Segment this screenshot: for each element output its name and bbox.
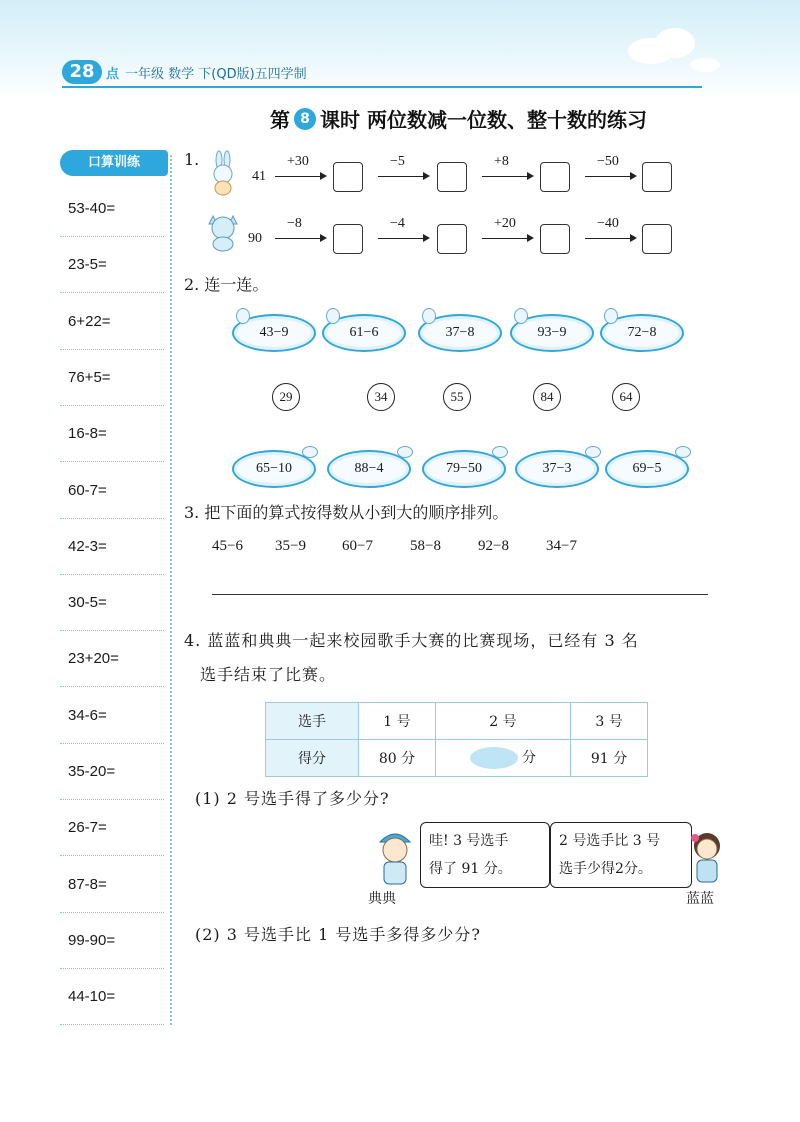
match-number[interactable]: 29 (272, 383, 300, 411)
rabbit-icon (236, 308, 250, 324)
operation-label: −40 (597, 216, 619, 231)
oral-divider-line (60, 461, 164, 462)
carrot-icon (585, 446, 601, 458)
expression-item: 60−7 (342, 538, 373, 554)
match-top-card[interactable]: 93−9 (510, 314, 594, 352)
name-lan-lan: 蓝蓝 (686, 891, 714, 907)
q1-row1-start: 41 (252, 169, 266, 184)
bubble-line: 哇! 3 号选手 (429, 833, 509, 849)
oral-divider-line (60, 630, 164, 631)
oral-item: 60-7= (68, 481, 107, 499)
lesson-number: 8 (294, 108, 316, 130)
name-dian-dian: 典典 (368, 891, 396, 907)
table-cell: 选手 (266, 703, 359, 740)
rabbit-icon (205, 150, 241, 196)
table-row (266, 703, 648, 740)
arrow-line (378, 176, 424, 177)
q4-line1: 4. 蓝蓝和典典一起来校园歌手大赛的比赛现场，已经有 3 名 (184, 631, 639, 650)
table-cell-ink-covered (435, 740, 570, 777)
oral-divider-line (60, 518, 164, 519)
oral-item: 16-8= (68, 425, 107, 443)
oral-divider-line (60, 236, 164, 237)
oral-divider-line (60, 855, 164, 856)
oral-divider-line (60, 349, 164, 350)
q3-answer-line[interactable] (212, 594, 708, 595)
operation-label: −5 (390, 154, 405, 169)
arrow-line (585, 238, 631, 239)
oral-item: 87-8= (68, 875, 107, 893)
arrow-line (275, 176, 321, 177)
oral-divider-line (60, 912, 164, 913)
operation-label: +8 (494, 154, 509, 169)
arrow-line (585, 176, 631, 177)
header-line (106, 63, 307, 82)
arrow-head-icon (527, 234, 534, 242)
operation-label: +20 (494, 216, 516, 231)
rabbit-icon (514, 308, 528, 324)
bubble-line: 得了 91 分。 (429, 861, 512, 877)
oral-item: 23-5= (68, 256, 107, 274)
rabbit-icon (604, 308, 618, 324)
carrot-icon (397, 446, 413, 458)
answer-box[interactable] (437, 162, 467, 192)
page-number: 28 (62, 60, 102, 84)
match-top-card[interactable]: 43−9 (232, 314, 316, 352)
match-number[interactable]: 84 (533, 383, 561, 411)
arrow-head-icon (423, 234, 430, 242)
arrow-head-icon (320, 234, 327, 242)
oral-divider-line (60, 686, 164, 687)
oral-practice-badge: 口算训练 (60, 150, 168, 176)
q4-sub2: (2) 3 号选手比 1 号选手多得多少分? (195, 925, 481, 944)
page-title (270, 104, 647, 133)
oral-divider-line (60, 1024, 164, 1025)
q4-sub1: (1) 2 号选手得了多少分? (195, 789, 390, 808)
match-number[interactable]: 64 (612, 383, 640, 411)
oral-item: 26-7= (68, 819, 107, 837)
arrow-line (275, 238, 321, 239)
oral-item: 76+5= (68, 368, 111, 386)
answer-box[interactable] (540, 162, 570, 192)
expression-item: 45−6 (212, 538, 243, 554)
cell-unit: 分 (521, 750, 536, 766)
rabbit-icon (422, 308, 436, 324)
arrow-line (482, 176, 528, 177)
match-top-card[interactable]: 37−8 (418, 314, 502, 352)
match-bottom-card[interactable]: 37−3 (515, 450, 599, 488)
boy-dian-dian-icon (372, 826, 418, 888)
speech-bubble-lan-lan (550, 822, 692, 888)
arrow-line (482, 238, 528, 239)
carrot-icon (492, 446, 508, 458)
q3-title: 3. 把下面的算式按得数从小到大的顺序排列。 (184, 503, 509, 522)
operation-label: −8 (287, 216, 302, 231)
title-prefix: 第 (270, 108, 290, 132)
answer-box[interactable] (540, 224, 570, 254)
oral-divider-line (60, 799, 164, 800)
answer-box[interactable] (642, 224, 672, 254)
match-bottom-card[interactable]: 65−10 (232, 450, 316, 488)
q1-row2-start: 90 (248, 231, 262, 246)
brand-logo: 点 (106, 67, 120, 82)
expression-item: 58−8 (410, 538, 441, 554)
title-suffix: 课时 两位数减一位数、整十数的练习 (320, 108, 647, 132)
match-top-card[interactable]: 72−8 (600, 314, 684, 352)
cloud-decoration (690, 58, 720, 72)
table-cell: 91 分 (571, 740, 648, 777)
rabbit-icon (326, 308, 340, 324)
arrow-head-icon (527, 172, 534, 180)
oral-divider-line (60, 292, 164, 293)
oral-item: 34-6= (68, 706, 107, 724)
operation-label: −4 (390, 216, 405, 231)
score-table (265, 702, 648, 777)
expression-item: 35−9 (275, 538, 306, 554)
header-band (0, 0, 800, 100)
operation-label: −50 (597, 154, 619, 169)
oral-item: 99-90= (68, 931, 116, 949)
oral-item: 23+20= (68, 650, 119, 668)
oral-divider-line (60, 743, 164, 744)
match-number[interactable]: 34 (367, 383, 395, 411)
carrot-icon (675, 446, 691, 458)
arrow-head-icon (630, 234, 637, 242)
match-number[interactable]: 55 (443, 383, 471, 411)
q2-title: 2. 连一连。 (184, 275, 269, 294)
ink-blot (470, 747, 518, 769)
table-row (266, 740, 648, 777)
bubble-line: 2 号选手比 3 号 (559, 833, 661, 849)
expression-item: 34−7 (546, 538, 577, 554)
expression-item: 92−8 (478, 538, 509, 554)
arrow-head-icon (423, 172, 430, 180)
table-cell: 1 号 (359, 703, 436, 740)
cat-icon (203, 210, 247, 252)
cloud-decoration (655, 28, 695, 58)
oral-item: 30-5= (68, 594, 107, 612)
header-rule (62, 86, 702, 88)
match-top-card[interactable]: 61−6 (322, 314, 406, 352)
table-cell: 80 分 (359, 740, 436, 777)
oral-item: 44-10= (68, 988, 116, 1006)
operation-label: +30 (287, 154, 309, 169)
arrow-line (378, 238, 424, 239)
oral-item: 42-3= (68, 537, 107, 555)
answer-box[interactable] (642, 162, 672, 192)
table-cell: 3 号 (571, 703, 648, 740)
table-cell: 得分 (266, 740, 359, 777)
answer-box[interactable] (333, 224, 363, 254)
course-info: 一年级 数学 下(QD版)五四学制 (125, 67, 307, 82)
table-cell: 2 号 (435, 703, 570, 740)
speech-bubble-dian-dian (420, 822, 550, 888)
oral-divider-line (60, 405, 164, 406)
bubble-line: 选手少得2分。 (559, 861, 652, 877)
q1-number: 1. (184, 150, 200, 169)
oral-item: 35-20= (68, 763, 116, 780)
carrot-icon (302, 446, 318, 458)
match-bottom-card[interactable]: 88−4 (327, 450, 411, 488)
oral-item: 53-40= (68, 200, 116, 217)
q4-line2: 选手结束了比赛。 (200, 665, 337, 684)
match-bottom-card[interactable]: 79−50 (422, 450, 506, 488)
oral-item: 6+22= (68, 312, 111, 330)
oral-divider-line (60, 574, 164, 575)
oral-divider-line (60, 968, 164, 969)
arrow-head-icon (630, 172, 637, 180)
girl-lan-lan-icon (686, 828, 728, 886)
match-bottom-card[interactable]: 69−5 (605, 450, 689, 488)
arrow-head-icon (320, 172, 327, 180)
answer-box[interactable] (333, 162, 363, 192)
answer-box[interactable] (437, 224, 467, 254)
column-divider (170, 155, 172, 1025)
